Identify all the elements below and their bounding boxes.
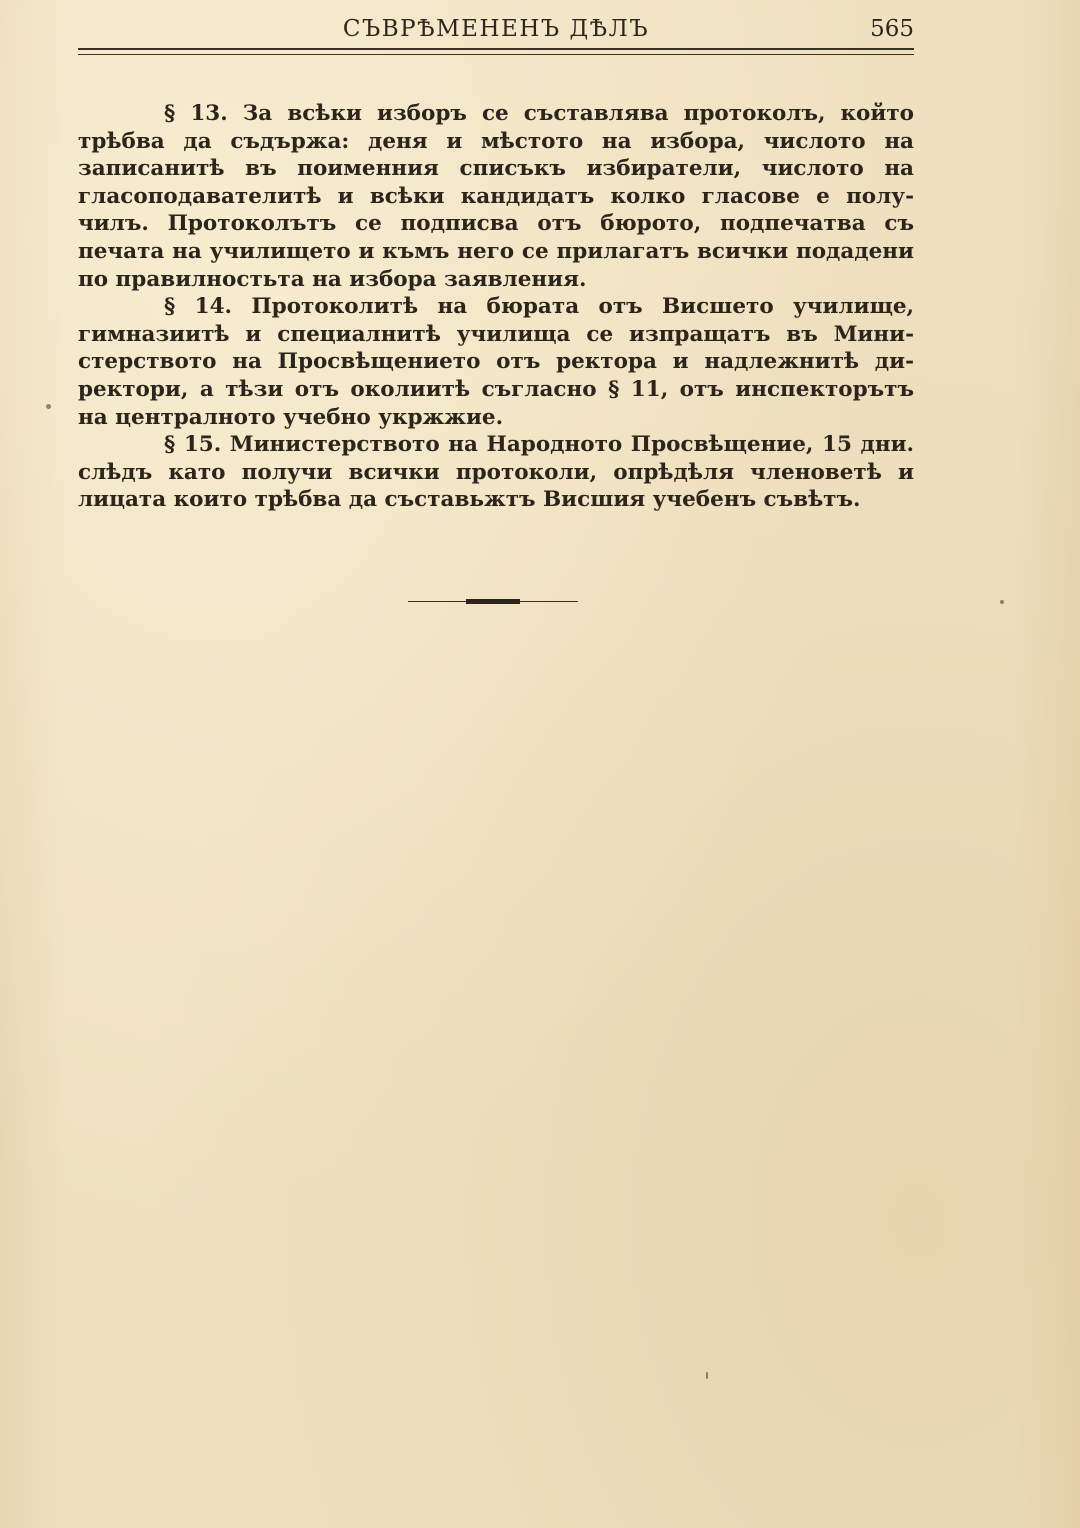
paragraph-13: § 13. За всѣки изборъ се съставлява протоколъ, който трѣбва да съдържа: деня и мѣстото на избора, числото на записанитѣ въ поименния списъкъ избиратели, числото на гласоподавателитѣ и всѣки кандидатъ колко гласове е получилъ. Протоколътъ се подписва отъ бюрото, подпечатва съ печата на училището и къмъ него се прилагатъ всички подадени по правилностьта на избора заявления. [78,101,914,292]
running-head [78,10,914,46]
body-text [78,100,914,514]
running-title: СЪВРѢМЕНЕНЪ ДѢЛЪ [342,16,650,42]
header-rule-bottom [78,54,914,55]
paragraph-15: § 15. Министерството на Народното Просвѣщение, 15 дни. слѣдъ като получи всички протоколи, опрѣдѣля членоветѣ и лицата които трѣбва да съставьжтъ Висшия учебенъ съвѣтъ. [78,432,914,513]
page-number: 565 [870,16,914,42]
ornament-center-bar [466,599,520,604]
paragraph-14: § 14. Протоколитѣ на бюрата отъ Висшето училище, гимназиитѣ и специалнитѣ училища се изпращатъ въ Министерството на Просвѣщението отъ ректора и надлежнитѣ директори, а тѣзи отъ околиитѣ съгласно § 11, отъ инспекторътъ на централното учебно укржжие. [78,294,914,430]
paper-speck [1000,600,1004,604]
end-ornament [408,596,578,608]
header-rule-top [78,48,914,50]
paper-speck [706,1372,708,1379]
ornament-left-line [408,601,466,602]
paper-speck [46,404,51,409]
ornament-right-line [520,601,578,602]
